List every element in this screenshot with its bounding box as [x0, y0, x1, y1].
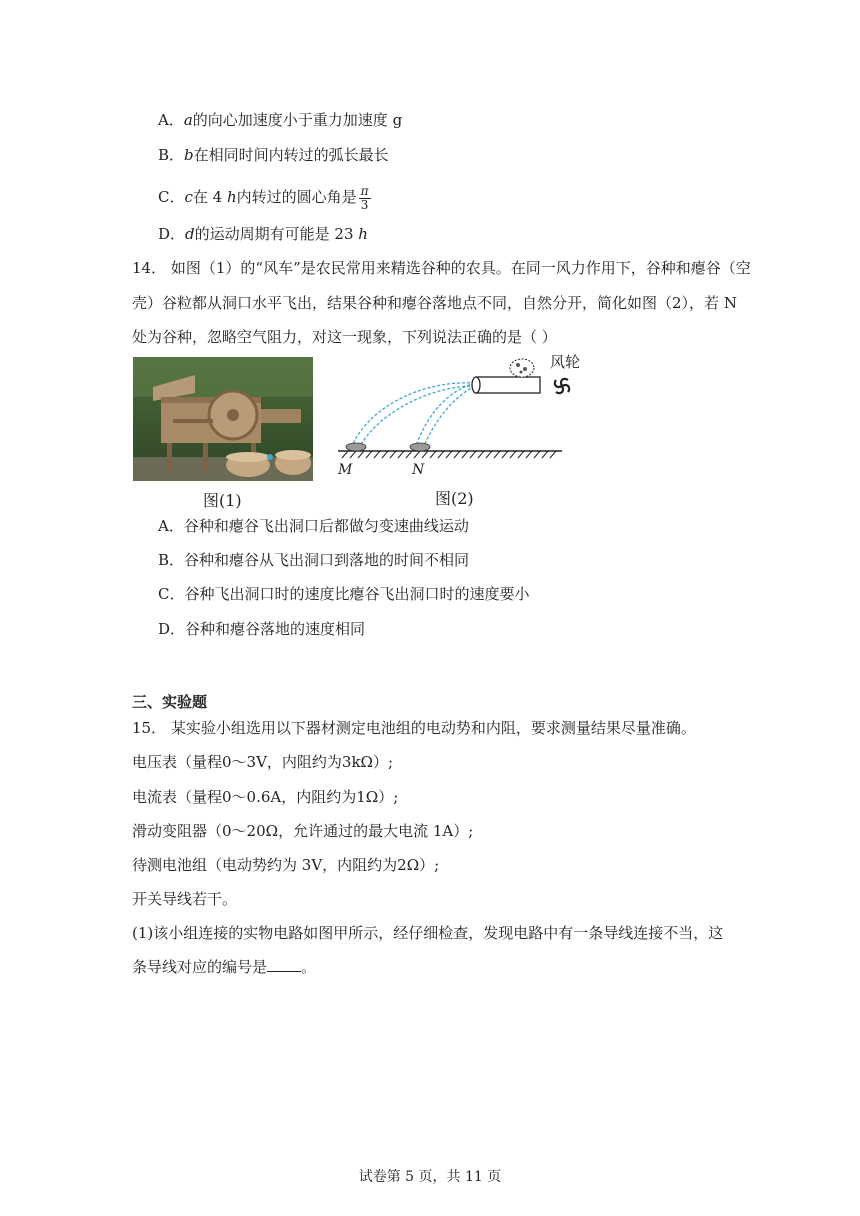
option-letter: A．	[158, 111, 184, 129]
q14-stem-line-3: 处为谷种，忽略空气阻力，对这一现象，下列说法正确的是（ ）	[132, 328, 557, 346]
q15-item-battery: 待测电池组（电动势约为 3V，内阻约为2Ω）;	[132, 856, 440, 874]
figure-1-caption: 图(1)	[203, 491, 242, 510]
part1-text-end: 。	[301, 958, 317, 976]
answer-blank[interactable]	[267, 957, 301, 972]
fan-wheel-label: 风轮	[550, 353, 581, 371]
q14-stem-line-2: 壳）谷粒都从洞口水平飞出，结果谷种和瘪谷落地点不同，自然分开，简化如图（2），若 N	[132, 294, 737, 312]
q14-option-b: B．谷种和瘪谷从飞出洞口到落地的时间不相同	[158, 551, 470, 569]
q15-part1-line-1: (1)该小组连接的实物电路如图甲所示，经仔细检查，发现电路中有一条导线连接不当，这	[132, 924, 724, 942]
option-letter: D．	[158, 225, 186, 243]
q14-option-d: D．谷种和瘪谷落地的速度相同	[158, 620, 366, 638]
figure-2-caption: 图(2)	[435, 489, 474, 508]
point-n-label: N	[412, 462, 425, 478]
option-variable: c	[184, 188, 193, 206]
fraction-pi-over-3: $\frac{\pi}{3}$	[360, 183, 369, 212]
q15-part1-line-2	[132, 957, 316, 977]
option-variable: d	[185, 225, 195, 243]
q15-item-rheostat: 滑动变阻器（0～20Ω，允许通过的最大电流 1A）;	[132, 822, 474, 840]
option-unit: h	[226, 188, 237, 206]
q13-option-d	[158, 224, 368, 244]
option-text: 在 4	[192, 188, 227, 206]
winnowing-machine-photo	[133, 357, 313, 481]
part1-text: 条导线对应的编号是	[132, 958, 268, 976]
q14-option-a: A．谷种和瘪谷飞出洞口后都做匀变速曲线运动	[158, 517, 469, 535]
q15-stem: 15． 某实验小组选用以下器材测定电池组的电动势和内阻，要求测量结果尽量准确。	[132, 719, 696, 737]
option-letter: C．	[158, 188, 185, 206]
option-variable: b	[184, 146, 194, 164]
q14-stem-line-1: 14． 如图（1）的“风车”是农民常用来精选谷种的农具。在同一风力作用下，谷种和瘪谷（空	[132, 259, 751, 277]
q15-item-ammeter: 电流表（量程0～0.6A，内阻约为1Ω）;	[132, 788, 399, 806]
option-text: 内转过的圆心角是	[236, 188, 357, 206]
q15-item-voltmeter: 电压表（量程0～3V，内阻约为3kΩ）;	[132, 753, 394, 771]
option-unit: h	[358, 225, 368, 243]
q13-option-b	[158, 145, 389, 165]
page-footer: 试卷第 5 页，共 11 页	[358, 1169, 502, 1185]
q15-item-switch: 开关导线若干。	[132, 890, 238, 908]
option-text: 的运动周期有可能是 23	[194, 225, 359, 243]
point-m-label: M	[338, 462, 353, 478]
q14-option-c: C．谷种飞出洞口时的速度比瘪谷飞出洞口时的速度要小	[158, 585, 530, 603]
q13-option-a	[158, 110, 402, 130]
section-title: 三、实验题	[132, 693, 208, 711]
option-variable: a	[183, 111, 193, 129]
figure-2-diagram	[330, 350, 590, 480]
option-text: 的向心加速度小于重力加速度 g	[192, 111, 403, 129]
option-text: 在相同时间内转过的弧长最长	[193, 146, 389, 164]
option-letter: B．	[158, 146, 185, 164]
q13-option-c	[158, 180, 371, 214]
